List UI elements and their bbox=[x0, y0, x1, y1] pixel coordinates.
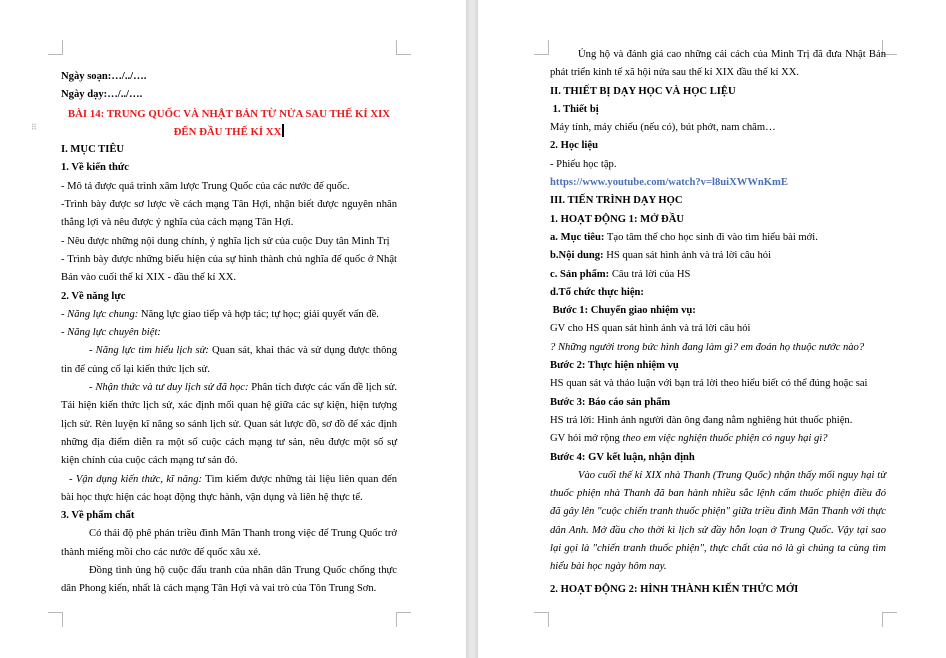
step-4-text: Vào cuối thế kỉ XIX nhà Thanh (Trung Quốc) nhận thấy mối nguy hại từ thuốc phiện nhà Thanh đã ban hành nhiều sắc lệnh cấm thuốc phiện điều đó đã gây lên "cuộc chiến tranh thuốc phiện" giữa triều đình Mãn Thanh với thực dân Anh. Mở đầu cho thời kì lịch sử đầy hỗn loạn ở Trung Quốc. Vậy tại sao lại gọi là "chiến tranh thuốc phiện", thực chất của nó là gì chúng ta cùng tìm hiểu bài học ngày hôm nay. bbox=[550, 469, 886, 573]
step-3-followup-question: theo em việc nghiện thuốc phiện có nguy hại gì? bbox=[622, 433, 828, 445]
margin-crop-mark bbox=[396, 40, 411, 55]
knowledge-item: - Nêu được những nội dung chính, ý nghĩa lịch sử của cuộc Duy tân Minh Trị bbox=[61, 235, 390, 247]
section-heading-objectives: I. MỤC TIÊU bbox=[61, 144, 125, 156]
margin-crop-mark bbox=[534, 612, 549, 627]
history-research-text: Quan sát, khai thác và sử dụng được thông tin để củng cố lại kiến thức lịch sử. bbox=[61, 345, 397, 375]
general-competency-text: Năng lực giao tiếp và hợp tác; tự học; giải quyết vấn đề. bbox=[138, 308, 379, 320]
youtube-link[interactable]: https://www.youtube.com/watch?v=l8uiXWWnKmE bbox=[550, 177, 788, 189]
product-text: Câu trả lời của HS bbox=[609, 268, 691, 280]
step-3-answer: HS trả lời: Hình ảnh người đàn ông đang nằm nghiêng hút thuốc phiện. bbox=[550, 414, 853, 426]
materials-text: - Phiếu học tập. bbox=[550, 158, 617, 170]
date-taught: Ngày dạy:…/../…. bbox=[61, 89, 143, 101]
organize-label: d.Tổ chức thực hiện: bbox=[550, 286, 644, 298]
apply-label: - Vận dụng kiến thức, kĩ năng: bbox=[69, 473, 203, 485]
page-body[interactable] bbox=[61, 68, 397, 599]
lesson-title-line-1: BÀI 14: TRUNG QUỐC VÀ NHẬT BẢN TỪ NỬA SAU THẾ KỈ XIX bbox=[67, 107, 391, 120]
subheading-quality: 3. Về phẩm chất bbox=[61, 510, 135, 522]
product-label: c. Sản phẩm: bbox=[550, 268, 610, 280]
margin-crop-mark bbox=[396, 612, 411, 627]
quality-item: Có thái độ phê phán triều đình Mãn Thanh trong việc để Trung Quốc trở thành miếng mồi cho các nước đế quốc xâu xé. bbox=[61, 528, 397, 558]
history-thinking-text: Phân tích được các vấn đề lịch sử. Tái hiện kiến thức lịch sử, xác định mối quan hệ giữa các sự kiện, hiện tượng lịch sử. Rèn luyện kĩ năng so sánh lịch sử. Quan sát lược đồ, sơ đồ để xác định những địa điểm diễn ra một số cuộc cách mạng tư sản, nêu được một số sự kiện chính của cuộc cách mạng tư sản đó. bbox=[61, 382, 397, 467]
document-page-left[interactable] bbox=[0, 0, 466, 658]
objective-label: a. Mục tiêu: bbox=[550, 231, 605, 243]
knowledge-item: - Mô tả được quá trình xâm lược Trung Quốc của các nước đế quốc. bbox=[61, 180, 350, 192]
step-1-label: Bước 1: Chuyển giao nhiệm vụ: bbox=[550, 305, 696, 317]
objective-text: Tạo tâm thế cho học sinh đi vào tìm hiểu bài mới. bbox=[604, 231, 818, 243]
general-competency-label: - Năng lực chung: bbox=[61, 308, 139, 320]
objective bbox=[550, 229, 886, 247]
knowledge-item: -Trình bày được sơ lược về cách mạng Tân Hợi, nhận biết được nguyên nhân thắng lợi và nêu được ý nghĩa của cách mạng Tân Hợi. bbox=[61, 199, 397, 229]
text-cursor bbox=[282, 124, 284, 137]
equipment-text: Máy tính, máy chiếu (nếu có), bút phớt, nam châm… bbox=[550, 122, 776, 134]
lesson-title-line-2-text: ĐẾN ĐẦU THẾ KỈ XX bbox=[173, 125, 282, 138]
product bbox=[550, 266, 886, 284]
subheading-equipment: 1. Thiết bị bbox=[550, 103, 599, 115]
subheading-competency: 2. Về năng lực bbox=[61, 290, 126, 302]
activity-2-heading: 2. HOẠT ĐỘNG 2: HÌNH THÀNH KIẾN THỨC MỚI bbox=[550, 583, 799, 595]
apply-competency bbox=[61, 471, 397, 508]
content bbox=[550, 247, 886, 265]
step-3-followup bbox=[550, 430, 886, 448]
quality-item-continued: Ủng hộ và đánh giá cao những cải cách của Minh Trị đã đưa Nhật Bản phát triển kinh tế xã hội nửa sau thế kỉ XIX đầu thế kỉ XX. bbox=[550, 49, 886, 79]
materials-link-line bbox=[550, 174, 886, 192]
content-label: b.Nội dung: bbox=[550, 250, 604, 262]
subheading-materials: 2. Học liệu bbox=[550, 140, 598, 152]
step-4-label: Bước 4: GV kết luận, nhận định bbox=[550, 451, 695, 463]
lesson-title-line-2 bbox=[61, 123, 397, 141]
history-thinking-competency bbox=[61, 379, 397, 470]
drag-handle-icon[interactable]: ⠿ bbox=[31, 123, 38, 132]
section-heading-teaching-process: III. TIẾN TRÌNH DẠY HỌC bbox=[550, 195, 683, 207]
step-3-followup-prefix: GV hỏi mở rộng bbox=[550, 433, 623, 445]
step-2-label: Bước 2: Thực hiện nhiệm vụ bbox=[550, 360, 679, 372]
quality-item: Đồng tình ủng hộ cuộc đấu tranh của nhân dân Trung Quốc chống thực dân Phong kiến, nhất là cách mạng Tân Hợi và vai trò của Tôn Trung Sơn. bbox=[61, 565, 397, 595]
step-1-question: ? Những người trong bức hình đang làm gì? em đoán họ thuộc nước nào? bbox=[550, 341, 865, 353]
specific-competency-label: - Năng lực chuyên biệt: bbox=[61, 327, 161, 339]
section-heading-equipment-materials: II. THIẾT BỊ DẠY HỌC VÀ HỌC LIỆU bbox=[550, 85, 736, 97]
date-prepared: Ngày soạn:…/../…. bbox=[61, 71, 147, 82]
subheading-knowledge: 1. Về kiến thức bbox=[61, 162, 129, 174]
margin-crop-mark bbox=[882, 612, 897, 627]
step-2-text: HS quan sát và thảo luận với bạn trả lời theo hiểu biết có thể đúng hoặc sai bbox=[550, 378, 868, 390]
step-1-text: GV cho HS quan sát hình ảnh và trả lời câu hỏi bbox=[550, 323, 751, 335]
document-page-right[interactable] bbox=[478, 0, 946, 658]
page-gap bbox=[466, 0, 478, 658]
history-research-label: - Năng lực tìm hiểu lịch sử: bbox=[89, 345, 209, 357]
general-competency bbox=[61, 306, 397, 324]
step-3-label: Bước 3: Báo cáo sản phẩm bbox=[550, 396, 671, 408]
apply-text: Tìm kiếm được những tài liệu liên quan đến bài học thực hiện các hoạt động thực hành, vận dụng và liên hệ thực tế. bbox=[61, 473, 397, 503]
page-body[interactable] bbox=[550, 46, 886, 599]
content-text: HS quan sát hình ảnh và trả lời câu hỏi bbox=[603, 250, 772, 262]
history-research-competency bbox=[61, 342, 397, 379]
margin-crop-mark bbox=[48, 612, 63, 627]
knowledge-item: - Trình bày được những biểu hiện của sự hình thành chủ nghĩa đế quốc ở Nhật Bản vào cuối thế kỉ XIX - đầu thế kỉ XX. bbox=[61, 253, 397, 284]
history-thinking-label: - Nhận thức và tư duy lịch sử đã học: bbox=[89, 382, 249, 394]
margin-crop-mark bbox=[48, 40, 63, 55]
activity-1-heading: 1. HOẠT ĐỘNG 1: MỞ ĐẦU bbox=[550, 213, 684, 225]
margin-crop-mark bbox=[534, 40, 549, 55]
